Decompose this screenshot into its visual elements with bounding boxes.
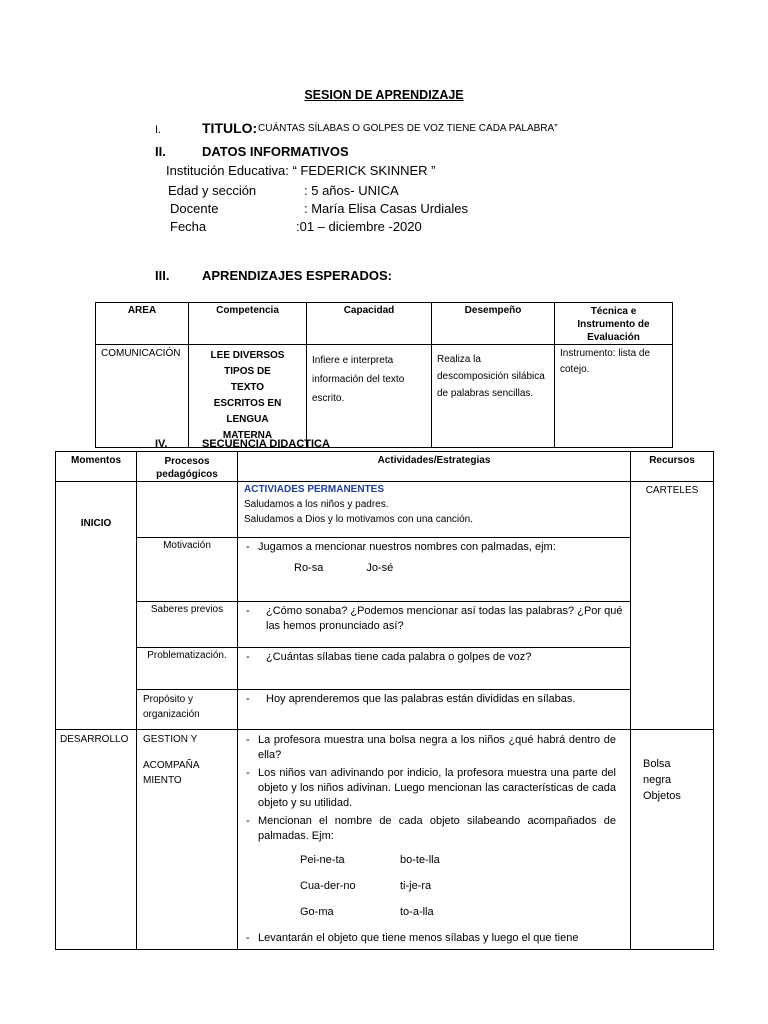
silabas-examples <box>300 847 616 925</box>
section-2-label: DATOS INFORMATIVOS <box>202 144 349 159</box>
header-area: AREA <box>96 303 189 345</box>
proceso-empty <box>137 482 238 538</box>
permanentes-line-1: Saludamos a los niños y padres. <box>244 499 389 510</box>
recurso-objetos: Objetos <box>643 790 681 802</box>
header-recursos: Recursos <box>631 452 714 482</box>
docente-label: Docente <box>170 201 219 216</box>
actividad-proposito <box>238 690 631 730</box>
actividad-desarrollo <box>238 730 631 950</box>
motivacion-ex-2: Jo-sé <box>366 562 394 574</box>
header-instrumento: Técnica e Instrumento de Evaluación <box>555 303 673 345</box>
header-actividades: Actividades/Estrategias <box>238 452 631 482</box>
section-1-value: CUÁNTAS SÍLABAS O GOLPES DE VOZ TIENE CADA PALABRA” <box>258 123 558 134</box>
example-2a: Cua-der-no <box>300 880 356 892</box>
section-3-number: III. <box>155 268 170 283</box>
permanentes-line-2: Saludamos a Dios y lo motivamos con una canción. <box>244 514 474 525</box>
momento-inicio-label: INICIO <box>80 518 112 529</box>
example-3a: Go-ma <box>300 906 334 918</box>
desarrollo-item-4: - Levantarán el objeto que tiene menos sílabas y luego el que tiene <box>244 931 616 946</box>
example-3b: to-a-lla <box>400 906 434 918</box>
recurso-carteles: CARTELES <box>645 485 699 496</box>
header-desempeno: Desempeño <box>432 303 555 345</box>
section-3-label: APRENDIZAJES ESPERADOS: <box>202 268 392 283</box>
example-1b: bo-te-lla <box>400 854 440 866</box>
recurso-desarrollo <box>631 730 714 950</box>
gestion-line-1: GESTION Y <box>143 734 198 745</box>
proceso-proposito: Propósito y organización <box>137 690 238 730</box>
permanentes-title: ACTIVIADES PERMANENTES <box>244 484 385 495</box>
recurso-inicio <box>631 482 714 730</box>
proceso-saberes: Saberes previos <box>137 602 238 648</box>
actividad-saberes <box>238 602 631 648</box>
example-1a: Pei-ne-ta <box>300 854 345 866</box>
problematizacion-text: - ¿Cuántas sílabas tiene cada palabra o golpes de voz? <box>244 650 624 665</box>
momento-inicio <box>56 482 137 730</box>
header-capacidad: Capacidad <box>307 303 432 345</box>
aprendizajes-table <box>95 302 673 448</box>
header-momentos: Momentos <box>56 452 137 482</box>
header-procesos: Procesos pedagógicos <box>137 452 238 482</box>
proposito-text: - Hoy aprenderemos que las palabras están divididas en sílabas. <box>244 692 624 707</box>
secuencia-table <box>55 451 714 950</box>
docente-value: : María Elisa Casas Urdiales <box>304 201 468 216</box>
actividades-permanentes <box>238 482 631 538</box>
momento-desarrollo: DESARROLLO <box>56 730 137 950</box>
area-value: COMUNICACIÓN <box>96 345 189 448</box>
document-title: SESION DE APRENDIZAJE <box>304 88 464 102</box>
motivacion-ex-1: Ro-sa <box>294 562 324 574</box>
recurso-bolsa: Bolsa <box>643 758 671 770</box>
proceso-motivacion: Motivación <box>137 538 238 602</box>
desempeno-value: Realiza la descomposición silábica de palabras sencillas. <box>432 345 555 448</box>
desarrollo-item-1: - La profesora muestra una bolsa negra a los niños ¿qué habrá dentro de ella? <box>244 733 616 763</box>
institucion-line: Institución Educativa: “ FEDERICK SKINNER ” <box>166 163 436 178</box>
desarrollo-item-3: - Mencionan el nombre de cada objeto silabeando acompañados de palmadas. Ejm: <box>244 814 616 844</box>
example-2b: ti-je-ra <box>400 880 432 892</box>
header-competencia: Competencia <box>189 303 307 345</box>
actividad-motivacion <box>238 538 631 602</box>
fecha-label: Fecha <box>170 219 207 234</box>
proceso-problematizacion: Problematización. <box>137 648 238 690</box>
desarrollo-item-2: - Los niños van adivinando por indicio, la profesora muestra una parte del objeto y los niños adivinan. Luego mencionan las características de cada objeto y su utilidad. <box>244 766 616 811</box>
recurso-negra: negra <box>643 774 672 786</box>
section-4-label: SECUENCIA DIDACTICA <box>202 438 330 450</box>
gestion-line-2: ACOMPAÑA MIENTO <box>143 760 199 786</box>
proceso-gestion <box>137 730 238 950</box>
fecha-value: :01 – diciembre -2020 <box>296 219 422 234</box>
edad-label: Edad y sección <box>168 183 257 198</box>
section-1-label: TITULO: <box>202 120 258 136</box>
instrumento-value: Instrumento: lista de cotejo. <box>555 345 673 448</box>
competencia-value: LEE DIVERSOS TIPOS DE TEXTO ESCRITOS EN LENGUA MATERNA <box>189 345 307 448</box>
section-2-number: II. <box>155 144 166 159</box>
section-4-number: IV. <box>155 438 168 450</box>
saberes-text: - ¿Cómo sonaba? ¿Podemos mencionar así todas las palabras? ¿Por qué las hemos pronunciado así? <box>244 604 624 634</box>
actividad-problematizacion <box>238 648 631 690</box>
edad-value: : 5 años- UNICA <box>304 183 399 198</box>
motivacion-text: - Jugamos a mencionar nuestros nombres con palmadas, ejm: <box>244 540 624 555</box>
capacidad-value: Infiere e interpreta información del texto escrito. <box>307 345 432 448</box>
section-1-number: I. <box>155 124 162 136</box>
